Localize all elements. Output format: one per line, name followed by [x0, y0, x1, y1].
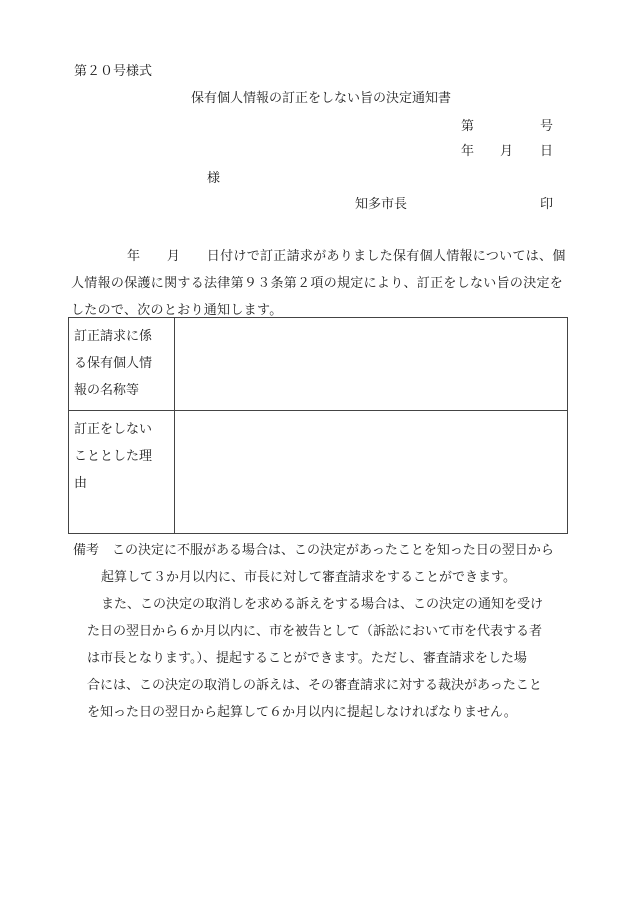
- label-line: 報の名称等: [74, 383, 140, 398]
- label-reason: [69, 411, 175, 534]
- date-month: 月: [500, 144, 514, 159]
- label-line: る保有個人情: [74, 356, 153, 371]
- label-line: こととした理: [74, 449, 153, 464]
- reference-go: 号: [540, 119, 554, 134]
- label-line: 訂正請求に係: [74, 329, 153, 344]
- label-info-name: [69, 318, 175, 411]
- remarks-line-3: また、この決定の取消しを求める訴えをする場合は、この決定の通知を受け: [101, 597, 544, 612]
- table-row-info-name: [69, 318, 568, 411]
- issuer-mayor: 知多市長: [355, 197, 408, 212]
- value-reason[interactable]: [175, 411, 568, 534]
- remarks-line-1: 備考 この決定に不服がある場合は、この決定があったことを知った日の翌日から: [73, 543, 554, 558]
- label-line: 訂正をしない: [74, 422, 153, 437]
- document-title: 保有個人情報の訂正をしない旨の決定通知書: [191, 91, 452, 106]
- label-line: 由: [74, 476, 88, 491]
- body-line-1: 年 月 日付けで訂正請求がありました保有個人情報については、個: [127, 249, 566, 264]
- body-line-3: したので、次のとおり通知します。: [71, 303, 283, 318]
- seal-mark: 印: [540, 197, 554, 212]
- remarks-line-5: は市長となります。）、提起することができます。ただし、審査請求をした場: [87, 651, 527, 666]
- addressee-sama: 様: [207, 171, 221, 186]
- body-line-2: 人情報の保護に関する法律第９３条第２項の規定により、訂正をしない旨の決定を: [71, 276, 564, 291]
- remarks-line-7: を知った日の翌日から起算して６か月以内に提起しなければなりません。: [87, 705, 517, 720]
- notice-table: [68, 317, 568, 534]
- remarks-line-4: た日の翌日から６か月以内に、市を被告として（訴訟において市を代表する者: [87, 624, 543, 639]
- date-year: 年: [461, 144, 475, 159]
- form-number: 第２０号様式: [74, 64, 153, 79]
- table-row-reason: [69, 411, 568, 534]
- remarks-line-2: 起算して３か月以内に、市長に対して審査請求をすることができます。: [101, 570, 516, 585]
- remarks-line-6: 合には、この決定の取消しの訴えは、その審査請求に対する裁決があったこと: [87, 678, 542, 693]
- value-info-name[interactable]: [175, 318, 568, 411]
- date-day: 日: [540, 144, 554, 159]
- notice-body: [71, 243, 570, 324]
- reference-dai: 第: [461, 119, 475, 134]
- remarks-section: [73, 537, 573, 726]
